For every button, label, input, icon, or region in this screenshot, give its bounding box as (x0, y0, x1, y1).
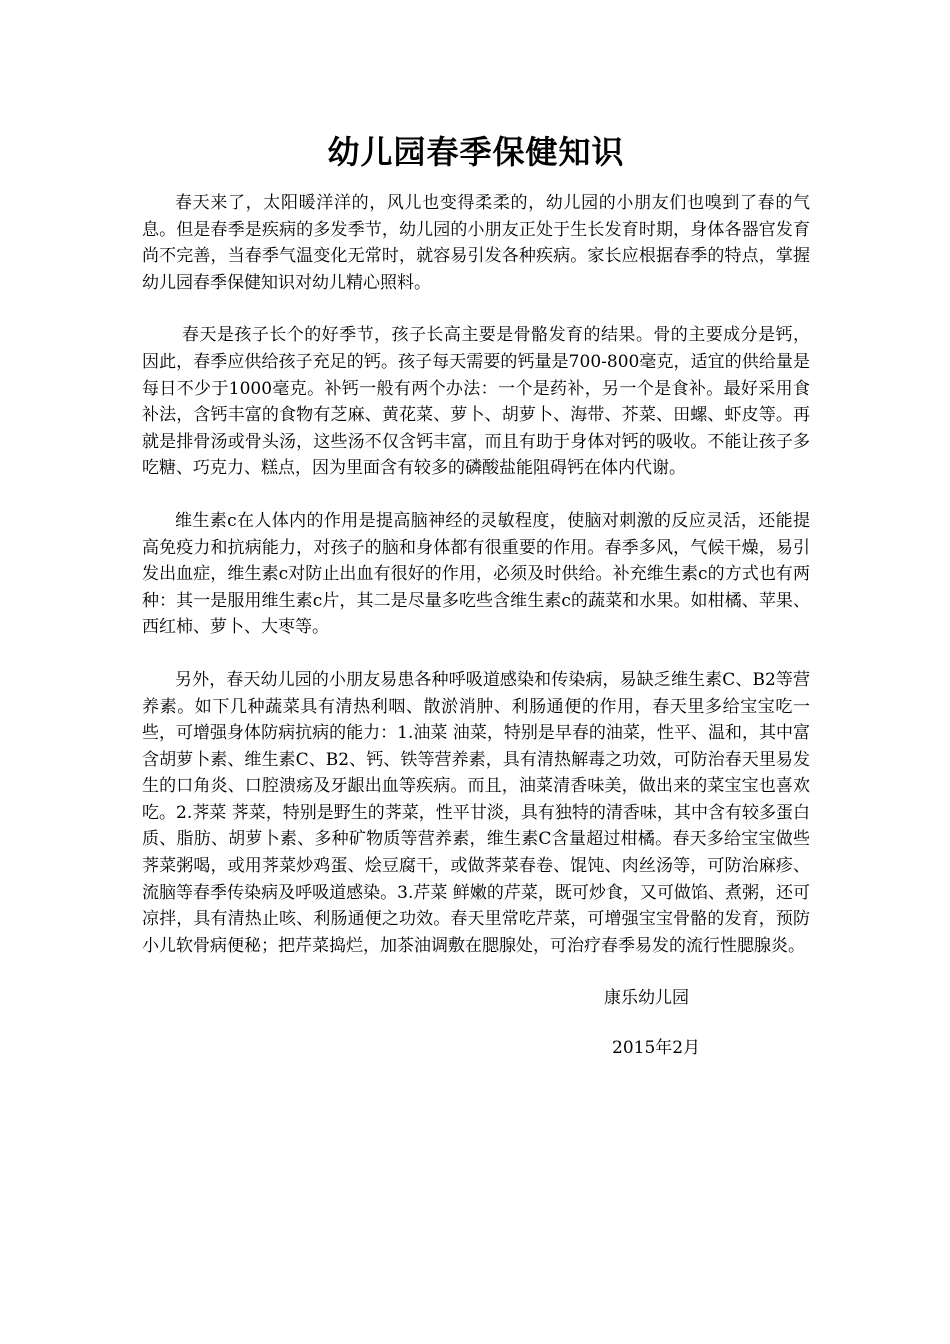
document-body (142, 190, 810, 959)
document-date: 2015年2月 (612, 1038, 701, 1059)
paragraph-vegetables: 另外，春天幼儿园的小朋友易患各种呼吸道感染和传染病，易缺乏维生素C、B2等营养素。如下几种蔬菜具有清热利咽、散淤消肿、利肠通便的作用，春天里多给宝宝吃一些，可增强身体防病抗病的能力：1.油菜 油菜，特别是早春的油菜，性平、温和，其中富含胡萝卜素、维生素C、B2、钙、铁等营养素，具有清热解毒之功效，可防治春天里易发生的口角炎、口腔溃疡及牙龈出血等疾病。而且，油菜清香味美，做出来的菜宝宝也喜欢吃。2.荠菜 荠菜，特别是野生的荠菜，性平甘淡，具有独特的清香味，其中含有较多蛋白质、脂肪、胡萝卜素、多种矿物质等营养素，维生素C含量超过柑橘。春天多给宝宝做些荠菜粥喝，或用荠菜炒鸡蛋、烩豆腐干，或做荠菜春卷、馄饨、肉丝汤等，可防治麻疹、流脑等春季传染病及呼吸道感染。3.芹菜 鲜嫩的芹菜，既可炒食，又可做馅、煮粥，还可凉拌，具有清热止咳、利肠通便之功效。春天里常吃芹菜，可增强宝宝骨骼的发育，预防小儿软骨病便秘；把芹菜捣烂，加茶油调敷在腮腺处，可治疗春季易发的流行性腮腺炎。 (142, 669, 810, 956)
paragraph-calcium: 春天是孩子长个的好季节，孩子长高主要是骨骼发育的结果。骨的主要成分是钙，因此，春季应供给孩子充足的钙。孩子每天需要的钙量是700-800毫克，适宜的供给量是每日不少于1000毫克。补钙一般有两个办法：一个是药补，另一个是食补。最好采用食补法，含钙丰富的食物有芝麻、黄花菜、萝卜、胡萝卜、海带、芥菜、田螺、虾皮等。再就是排骨汤或骨头汤，这些汤不仅含钙丰富，而且有助于身体对钙的吸收。不能让孩子多吃糖、巧克力、糕点，因为里面含有较多的磷酸盐能阻碍钙在体内代谢。 (142, 325, 810, 479)
signature: 康乐幼儿园 (604, 988, 689, 1009)
document-title: 幼儿园春季保健知识 (327, 133, 625, 171)
paragraph-vitamin-c: 维生素c在人体内的作用是提高脑神经的灵敏程度，使脑对刺激的反应灵活，还能提高免疫力和抗病能力，对孩子的脑和身体都有很重要的作用。春季多风，气候干燥，易引发出血症，维生素c对防止出血有很好的作用，必须及时供给。补充维生素c的方式也有两种：其一是服用维生素c片，其二是尽量多吃些含维生素c的蔬菜和水果。如柑橘、苹果、西红柿、萝卜、大枣等。 (142, 510, 810, 638)
document-page (142, 0, 810, 1061)
paragraph-intro: 春天来了，太阳暖洋洋的，风儿也变得柔柔的，幼儿园的小朋友们也嗅到了春的气息。但是春季是疾病的多发季节，幼儿园的小朋友正处于生长发育时期，身体各器官发育尚不完善，当春季气温变化无常时，就容易引发各种疾病。家长应根据春季的特点，掌握幼儿园春季保健知识对幼儿精心照料。 (142, 193, 810, 293)
